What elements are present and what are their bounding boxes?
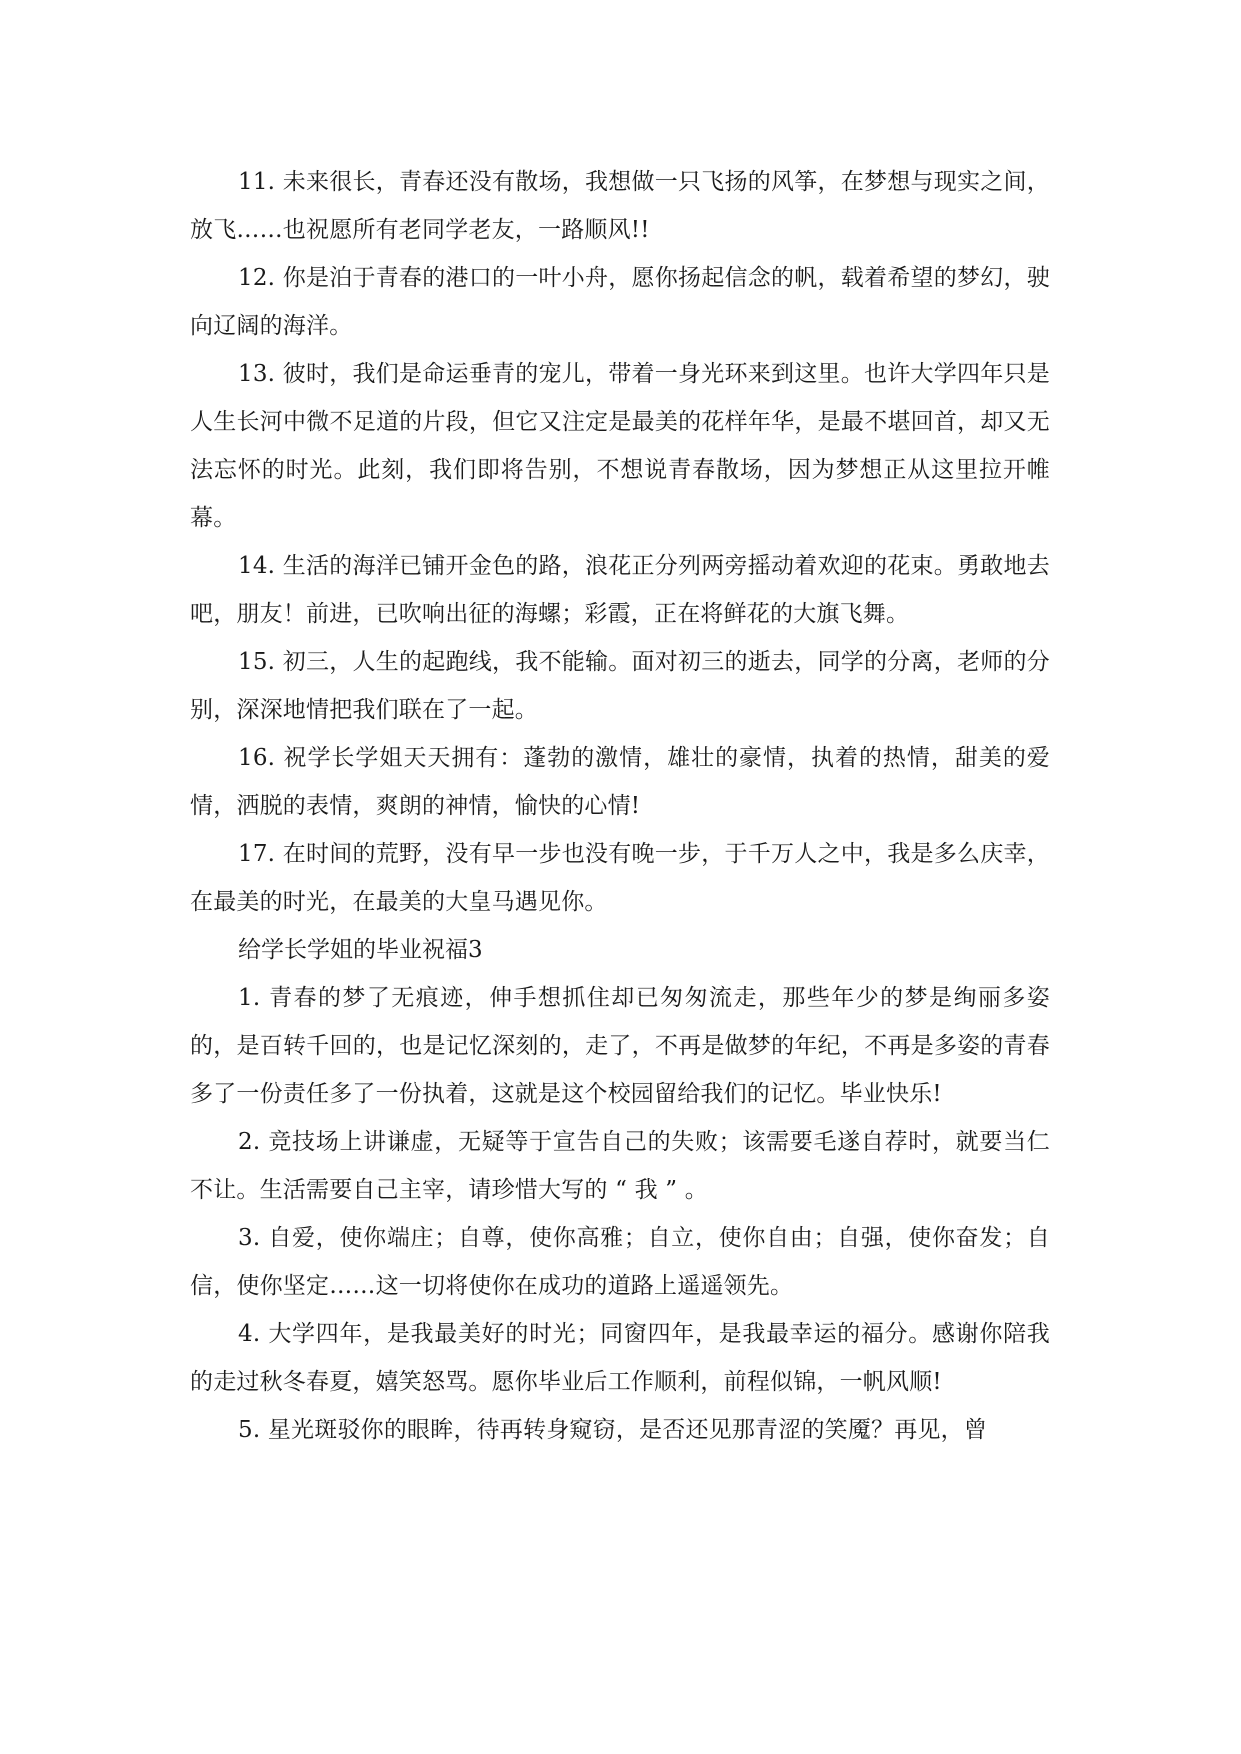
paragraph-4: 4. 大学四年，是我最美好的时光；同窗四年，是我最幸运的福分。感谢你陪我的走过秋冬春夏，嬉笑怒骂。愿你毕业后工作顺利，前程似锦，一帆风顺! (190, 1321, 1050, 1395)
paragraph-12: 12. 你是泊于青春的港口的一叶小舟，愿你扬起信念的帆，载着希望的梦幻，驶向辽阔的海洋。 (190, 265, 1050, 339)
document-page (190, 158, 1050, 1454)
paragraph-13: 13. 彼时，我们是命运垂青的宠儿，带着一身光环来到这里。也许大学四年只是人生长河中微不足道的片段，但它又注定是最美的花样年华，是最不堪回首，却又无法忘怀的时光。此刻，我们即将告别，不想说青春散场，因为梦想正从这里拉开帷幕。 (190, 361, 1050, 531)
paragraph-1: 1. 青春的梦了无痕迹，伸手想抓住却已匆匆流走，那些年少的梦是绚丽多姿的，是百转千回的，也是记忆深刻的，走了，不再是做梦的年纪，不再是多姿的青春多了一份责任多了一份执着，这就是这个校园留给我们的记忆。毕业快乐! (190, 985, 1050, 1107)
paragraph-2: 2. 竞技场上讲谦虚，无疑等于宣告自己的失败；该需要毛遂自荐时，就要当仁不让。生活需要自己主宰，请珍惜大写的 “ 我 ” 。 (190, 1129, 1050, 1203)
paragraph-16: 16. 祝学长学姐天天拥有：蓬勃的激情，雄壮的豪情，执着的热情，甜美的爱情，洒脱的表情，爽朗的神情，愉快的心情! (190, 745, 1050, 819)
section-heading: 给学长学姐的毕业祝福3 (238, 937, 483, 963)
paragraph-5: 5. 星光斑驳你的眼眸，待再转身窥窃，是否还见那青涩的笑魇？再见，曾 (238, 1417, 988, 1443)
paragraph-14: 14. 生活的海洋已铺开金色的路，浪花正分列两旁摇动着欢迎的花束。勇敢地去吧，朋友！前进，已吹响出征的海螺；彩霞，正在将鲜花的大旗飞舞。 (190, 553, 1050, 627)
paragraph-3: 3. 自爱，使你端庄；自尊，使你高雅；自立，使你自由；自强，使你奋发；自信，使你坚定……这一切将使你在成功的道路上遥遥领先。 (190, 1225, 1050, 1299)
paragraph-11: 11. 未来很长，青春还没有散场，我想做一只飞扬的风筝，在梦想与现实之间，放飞……也祝愿所有老同学老友，一路顺风!! (190, 169, 1050, 243)
paragraph-17: 17. 在时间的荒野，没有早一步也没有晚一步，于千万人之中，我是多么庆幸，在最美的时光，在最美的大皇马遇见你。 (190, 841, 1050, 915)
paragraph-15: 15. 初三，人生的起跑线，我不能输。面对初三的逝去，同学的分离，老师的分别，深深地情把我们联在了一起。 (190, 649, 1050, 723)
